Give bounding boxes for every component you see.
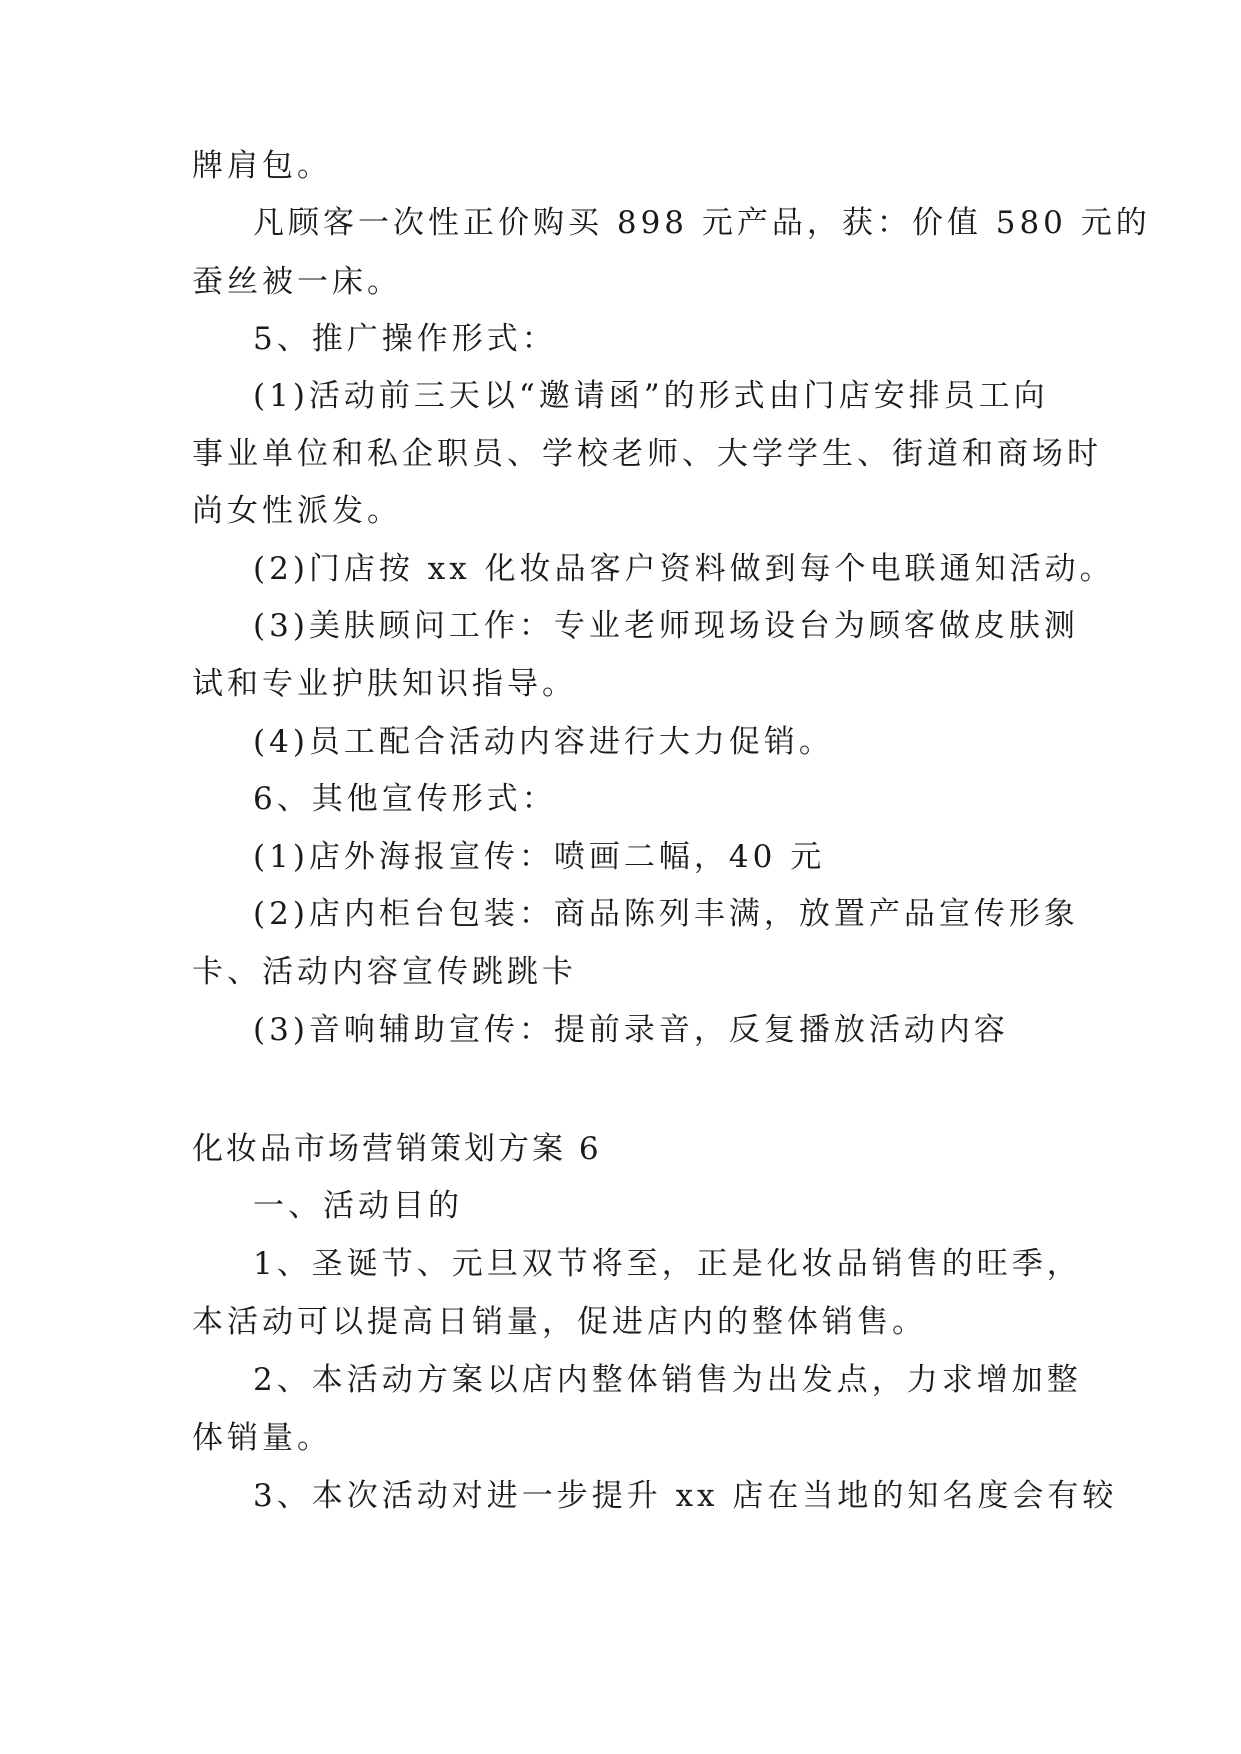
paragraph-line: 1、圣诞节、元旦双节将至，正是化妆品销售的旺季，	[253, 1246, 1082, 1282]
paragraph-line: (4)员工配合活动内容进行大力促销。	[253, 724, 834, 760]
paragraph-line: (2)店内柜台包装：商品陈列丰满，放置产品宣传形象	[253, 896, 1079, 932]
paragraph-line: 3、本次活动对进一步提升 xx 店在当地的知名度会有较	[253, 1478, 1118, 1514]
paragraph-line: (3)美肤顾问工作：专业老师现场设台为顾客做皮肤测	[253, 608, 1079, 644]
document-title: 化妆品市场营销策划方案 6	[192, 1131, 602, 1167]
paragraph-line: 体销量。	[192, 1420, 332, 1456]
section-heading: 一、活动目的	[253, 1188, 463, 1224]
paragraph-line: 卡、活动内容宣传跳跳卡	[192, 954, 577, 990]
section-heading: 6、其他宣传形式：	[253, 781, 557, 817]
paragraph-line: 事业单位和私企职员、学校老师、大学学生、街道和商场时	[192, 436, 1102, 472]
paragraph-line: 凡顾客一次性正价购买 898 元产品，获：价值 580 元的	[253, 205, 1151, 241]
paragraph-line: 2、本活动方案以店内整体销售为出发点，力求增加整	[253, 1362, 1082, 1398]
paragraph-line: (3)音响辅助宣传：提前录音，反复播放活动内容	[253, 1012, 1009, 1048]
paragraph-line: 试和专业护肤知识指导。	[192, 666, 577, 702]
paragraph-line: 蚕丝被一床。	[192, 264, 402, 300]
paragraph-line: (2)门店按 xx 化妆品客户资料做到每个电联通知活动。	[253, 551, 1115, 587]
paragraph-line: (1)店外海报宣传：喷画二幅，40 元	[253, 839, 826, 875]
section-heading: 5、推广操作形式：	[253, 321, 557, 357]
paragraph-line: 尚女性派发。	[192, 493, 402, 529]
paragraph-line: (1)活动前三天以“邀请函”的形式由门店安排员工向	[253, 378, 1049, 414]
paragraph-line: 本活动可以提高日销量，促进店内的整体销售。	[192, 1304, 927, 1340]
paragraph-line: 牌肩包。	[192, 148, 332, 184]
